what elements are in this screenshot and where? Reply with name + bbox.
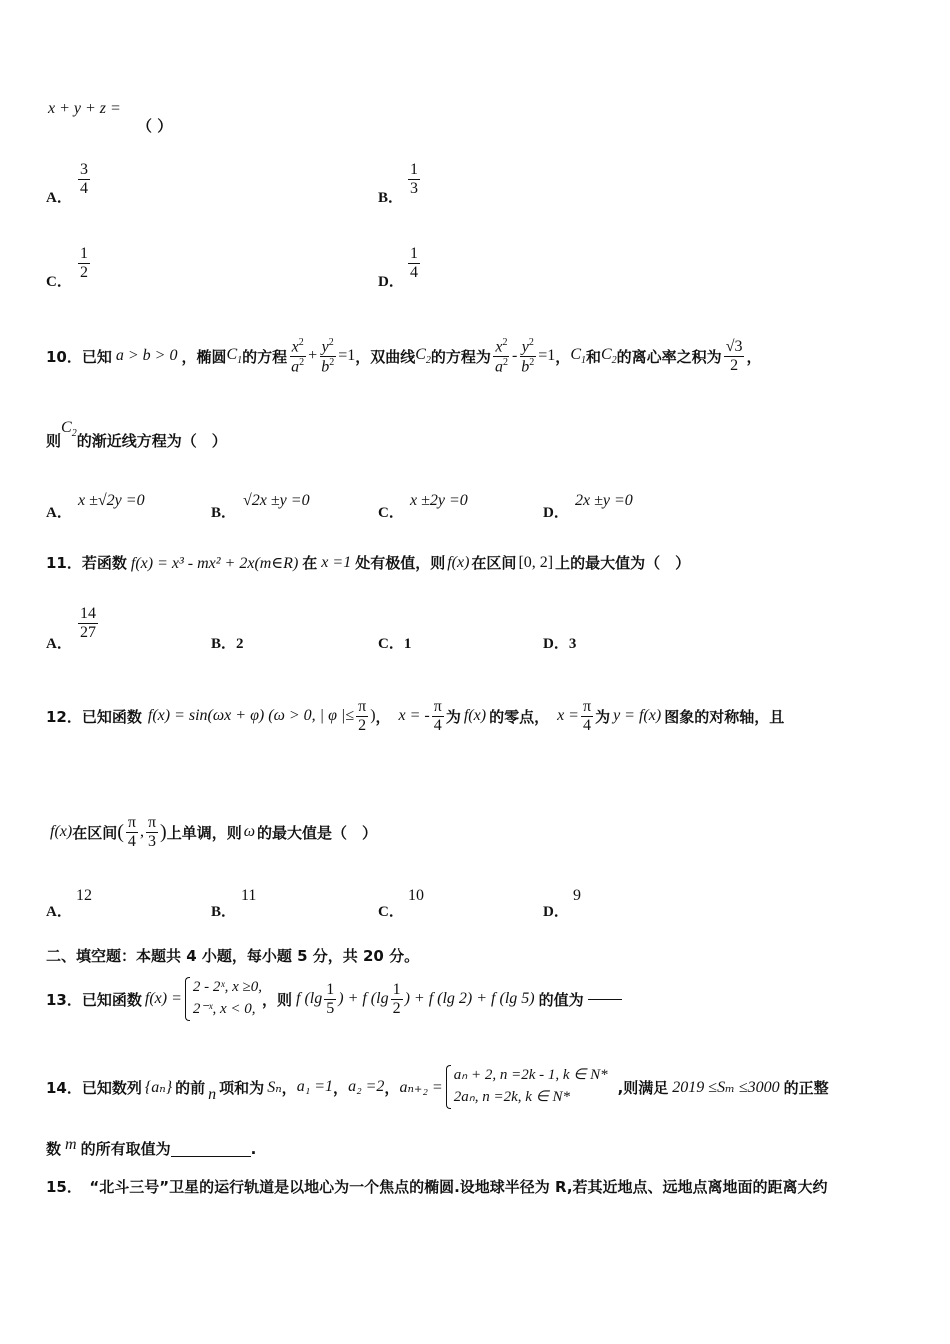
q11-option-d: D．3 xyxy=(543,636,577,652)
q9-expression: x + y + z = xyxy=(48,100,121,117)
q9-option-b-label: B． xyxy=(378,190,404,206)
q11-stem: 11．若函数 f(x) = x³ - mx² + 2x(m∈R) 在 x =1 处有极值，则 f(x) 在区间 [0, 2] 上的最大值为（ ） xyxy=(46,553,691,572)
q10-option-b-label: B． xyxy=(211,505,237,521)
q9-option-d-label: D． xyxy=(378,274,404,290)
q13-answer-blank xyxy=(588,999,622,1000)
q14-answer-blank xyxy=(171,1140,251,1157)
q12-option-b-label: B． xyxy=(211,904,237,920)
q10-option-d-label: D． xyxy=(543,505,569,521)
q9-option-c-label: C． xyxy=(46,274,72,290)
q9-option-d-value: $\frac{1}{4}$ xyxy=(410,245,418,281)
q10-hyperbola-x-term: $\frac{x^2}{a^2}$ xyxy=(494,336,508,375)
q12-option-c-label: C． xyxy=(378,904,404,920)
q10-option-c-label: C． xyxy=(378,505,404,521)
q9-option-c-value: $\frac{1}{2}$ xyxy=(80,245,88,281)
q9-option-a-label: A． xyxy=(46,190,72,206)
q10-option-a-label: A． xyxy=(46,505,72,521)
q10-ellipse-y-term: $\frac{y^2}{b^2}$ xyxy=(321,336,335,375)
q12-stem-line2: f(x) 在区间 ( $\frac{\pi}{4}$ , $\frac{\pi}{3}$ ) 上单调，则 ω 的最大值是（ ） xyxy=(50,813,378,850)
q11-interval: [0, 2] xyxy=(518,553,554,571)
q10-condition: a > b > 0 xyxy=(115,347,178,364)
q10-option-b-value: √2x ±y =0 xyxy=(243,492,310,509)
q10-number: 10．已知 xyxy=(46,347,112,366)
q15-stem: 15． “北斗三号”卫星的运行轨道是以地心为一个焦点的椭圆.设地球半径为 R,若其近地点、远地点离地面的距离大约 xyxy=(46,1178,828,1196)
q13-piecewise: 2 - 2ˣ, x ≥0, 2⁻ˣ, x < 0, xyxy=(185,977,262,1021)
q10-ellipse-x-term: $\frac{x^2}{a^2}$ xyxy=(291,336,305,375)
q12-stem: 12．已知函数 f(x) = sin(ωx + φ) (ω > 0, | φ |≤ $\frac{\pi}{2}$ ) ， x = - $\frac{\pi}{4}$ 为 f(x) 的零点， x = $\frac{\pi}{4}$ 为 y = f(x) 图象的对称轴，且 xyxy=(46,697,785,734)
q14-recurrence: aₙ + 2, n =2k - 1, k ∈ N* 2aₙ, n =2k, k ∈ N* xyxy=(446,1065,608,1109)
q9-paren: （ ） xyxy=(137,117,173,135)
q10-option-d-value: 2x ±y =0 xyxy=(575,492,633,509)
q12-option-b-value: 11 xyxy=(241,887,257,904)
q11-option-a-label: A． xyxy=(46,636,72,652)
q10-hyperbola-y-term: $\frac{y^2}{b^2}$ xyxy=(521,336,535,375)
q9-stem-tail xyxy=(48,98,121,118)
q9-option-b-value: $\frac{1}{3}$ xyxy=(410,161,418,197)
q12-option-d-value: 9 xyxy=(573,887,581,904)
q12-option-a-value: 12 xyxy=(76,887,92,904)
q12-option-a-label: A． xyxy=(46,904,72,920)
q10-eccentricity-product: $\frac{√3}{2}$ xyxy=(725,337,743,374)
q12-function: f(x) = sin(ωx + φ) (ω > 0, | φ |≤ xyxy=(147,707,355,724)
q10-option-c-value: x ±2y =0 xyxy=(410,492,468,509)
q11-option-b: B．2 xyxy=(211,636,244,652)
q10-stem-line2: 则 $C_2$ 的渐近线方程为（ ） xyxy=(46,418,227,450)
q11-option-a-value: $\frac{14}{27}$ xyxy=(80,605,96,641)
q9-option-a-value: $\frac{3}{4}$ xyxy=(80,161,88,197)
q11-option-c: C．1 xyxy=(378,636,412,652)
q12-option-d-label: D． xyxy=(543,904,569,920)
q10-stem: 10．已知 a > b > 0 ，椭圆 $C_1$ 的方程 $\frac{x^2}{a^2}$ + $\frac{y^2}{b^2}$ =1 ，双曲线 $C_2$ 的方程为 $\frac{x^2}{a^2}$ - $\frac{y^2}{b^2}$ =1 ， $C_1$ 和 $C_2$ 的离心率之积为 $\frac{√3}{2}$ ， xyxy=(46,336,762,375)
q10-option-a-value: x ±√2y =0 xyxy=(78,492,145,509)
q12-option-c-value: 10 xyxy=(408,887,424,904)
q13-stem: 13．已知函数 f(x) = 2 - 2ˣ, x ≥0, 2⁻ˣ, x < 0, ，则 f (lg $\frac{1}{5}$ ) + f (lg $\frac{1}{2}$ ) + f (lg 2) + f (lg 5) 的值为 xyxy=(46,970,622,1028)
section-heading-fill-in: 二、填空题：本题共 4 小题，每小题 5 分，共 20 分。 xyxy=(46,947,420,965)
q14-stem-line2: 数 m 的所有取值为 . xyxy=(46,1135,257,1158)
q11-function: f(x) = x³ - mx² + 2x(m∈R) xyxy=(130,554,299,572)
q14-stem: 14．已知数列 {aₙ} 的前 n 项和为 Sₙ ， a₁ =1 ， a₂ =2 ， aₙ₊₂ = aₙ + 2, n =2k - 1, k ∈ N* 2aₙ, n =2k, k ∈ N* ,则满足 2019 ≤Sₘ ≤3000 的正整 xyxy=(46,1058,829,1116)
